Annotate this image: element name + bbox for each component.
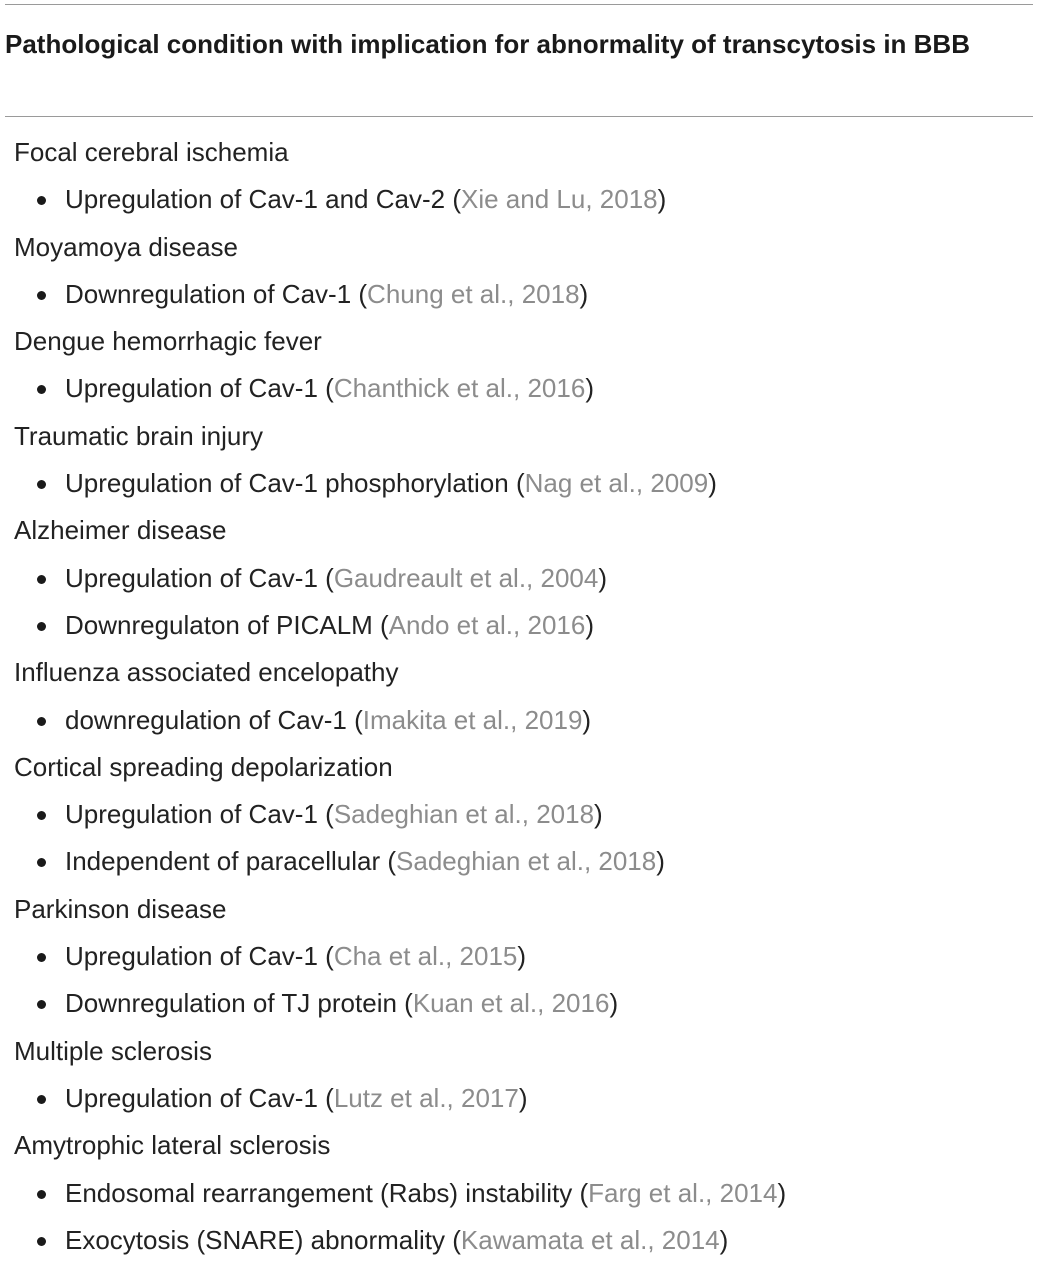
- finding-row: Independent of paracellular (Sadeghian et al., 2018): [0, 838, 1039, 885]
- bullet-icon: [37, 575, 46, 584]
- finding-text: Upregulation of Cav-1: [65, 1082, 318, 1113]
- citation-link[interactable]: Sadeghian et al., 2018: [333, 799, 595, 830]
- table-header: Pathological condition with implication for abnormality of transcytosis in BBB: [5, 29, 970, 59]
- header-rule: [5, 116, 1033, 117]
- finding-row: Upregulation of Cav-1 (Sadeghian et al., 2018): [0, 791, 1039, 838]
- bullet-icon: [37, 717, 46, 726]
- citation-link[interactable]: Lutz et al., 2017: [333, 1082, 519, 1113]
- condition-row: Moyamoya disease: [14, 231, 238, 262]
- citation-link[interactable]: Sadeghian et al., 2018: [396, 846, 657, 877]
- finding-text: Upregulation of Cav-1: [65, 941, 318, 972]
- condition-row: Traumatic brain injury: [14, 420, 264, 451]
- finding-text: Downregulaton of PICALM: [65, 609, 373, 640]
- citation-link[interactable]: Cha et al., 2015: [333, 941, 518, 972]
- citation-link[interactable]: Imakita et al., 2019: [362, 704, 583, 735]
- finding-text: downregulation of Cav-1: [65, 704, 347, 735]
- condition-row: Influenza associated encelopathy: [14, 657, 399, 688]
- citation-link[interactable]: Chanthick et al., 2016: [333, 373, 586, 404]
- bullet-icon: [37, 811, 46, 820]
- bullet-icon: [37, 953, 46, 962]
- finding-row: downregulation of Cav-1 (Imakita et al., 2019): [0, 697, 1039, 744]
- finding-text: Upregulation of Cav-1: [65, 562, 318, 593]
- condition-row: Focal cerebral ischemia: [14, 137, 289, 167]
- finding-text: Exocytosis (SNARE) abnormality: [65, 1224, 445, 1255]
- bullet-icon: [37, 1237, 46, 1246]
- top-rule: [5, 4, 1033, 5]
- condition-row: Alzheimer disease: [14, 515, 227, 546]
- bullet-icon: [37, 858, 46, 867]
- table-body: [0, 129, 1039, 1264]
- finding-row: Upregulation of Cav-1 (Gaudreault et al., 2004): [0, 555, 1039, 602]
- finding-text: Endosomal rearrangement (Rabs) instability: [65, 1177, 573, 1208]
- bullet-icon: [37, 1095, 46, 1104]
- finding-row: Downregulation of TJ protein (Kuan et al., 2016): [0, 980, 1039, 1027]
- finding-row: Upregulation of Cav-1 (Cha et al., 2015): [0, 933, 1039, 980]
- bullet-icon: [37, 196, 46, 205]
- finding-row: Upregulation of Cav-1 and Cav-2 (Xie and Lu, 2018): [0, 176, 1039, 223]
- finding-text: Upregulation of Cav-1 phosphorylation: [65, 468, 509, 499]
- condition-row: Dengue hemorrhagic fever: [14, 326, 322, 357]
- citation-link[interactable]: Xie and Lu, 2018: [461, 184, 658, 215]
- finding-row: Upregulation of Cav-1 (Chanthick et al., 2016): [0, 365, 1039, 412]
- finding-row: Upregulation of Cav-1 phosphorylation (Nag et al., 2009): [0, 460, 1039, 507]
- condition-row: Parkinson disease: [14, 893, 227, 924]
- condition-row: Multiple sclerosis: [14, 1035, 212, 1066]
- finding-row: Endosomal rearrangement (Rabs) instability (Farg et al., 2014): [0, 1170, 1039, 1217]
- condition-row: Cortical spreading depolarization: [14, 751, 393, 782]
- finding-text: Downregulation of Cav-1: [65, 278, 352, 309]
- bullet-icon: [37, 622, 46, 631]
- citation-link[interactable]: Kuan et al., 2016: [412, 988, 610, 1019]
- finding-text: Independent of paracellular: [65, 846, 381, 877]
- finding-row: Upregulation of Cav-1 (Lutz et al., 2017): [0, 1075, 1039, 1122]
- finding-row: Exocytosis (SNARE) abnormality (Kawamata et al., 2014): [0, 1217, 1039, 1264]
- bullet-icon: [37, 480, 46, 489]
- bullet-icon: [37, 1000, 46, 1009]
- citation-link[interactable]: Kawamata et al., 2014: [460, 1224, 720, 1255]
- bullet-icon: [37, 385, 46, 394]
- citation-link[interactable]: Chung et al., 2018: [367, 278, 580, 309]
- citation-link[interactable]: Gaudreault et al., 2004: [333, 562, 599, 593]
- finding-text: Upregulation of Cav-1: [65, 373, 318, 404]
- finding-text: Upregulation of Cav-1 and Cav-2: [65, 184, 446, 215]
- finding-text: Upregulation of Cav-1: [65, 799, 318, 830]
- condition-row: Amytrophic lateral sclerosis: [14, 1130, 331, 1161]
- citation-link[interactable]: Ando et al., 2016: [388, 609, 586, 640]
- citation-link[interactable]: Farg et al., 2014: [588, 1177, 778, 1208]
- bullet-icon: [37, 291, 46, 300]
- citation-link[interactable]: Nag et al., 2009: [524, 468, 709, 499]
- finding-row: Downregulaton of PICALM (Ando et al., 2016): [0, 602, 1039, 649]
- finding-row: Downregulation of Cav-1 (Chung et al., 2018): [0, 271, 1039, 318]
- finding-text: Downregulation of TJ protein: [65, 988, 397, 1019]
- bullet-icon: [37, 1190, 46, 1199]
